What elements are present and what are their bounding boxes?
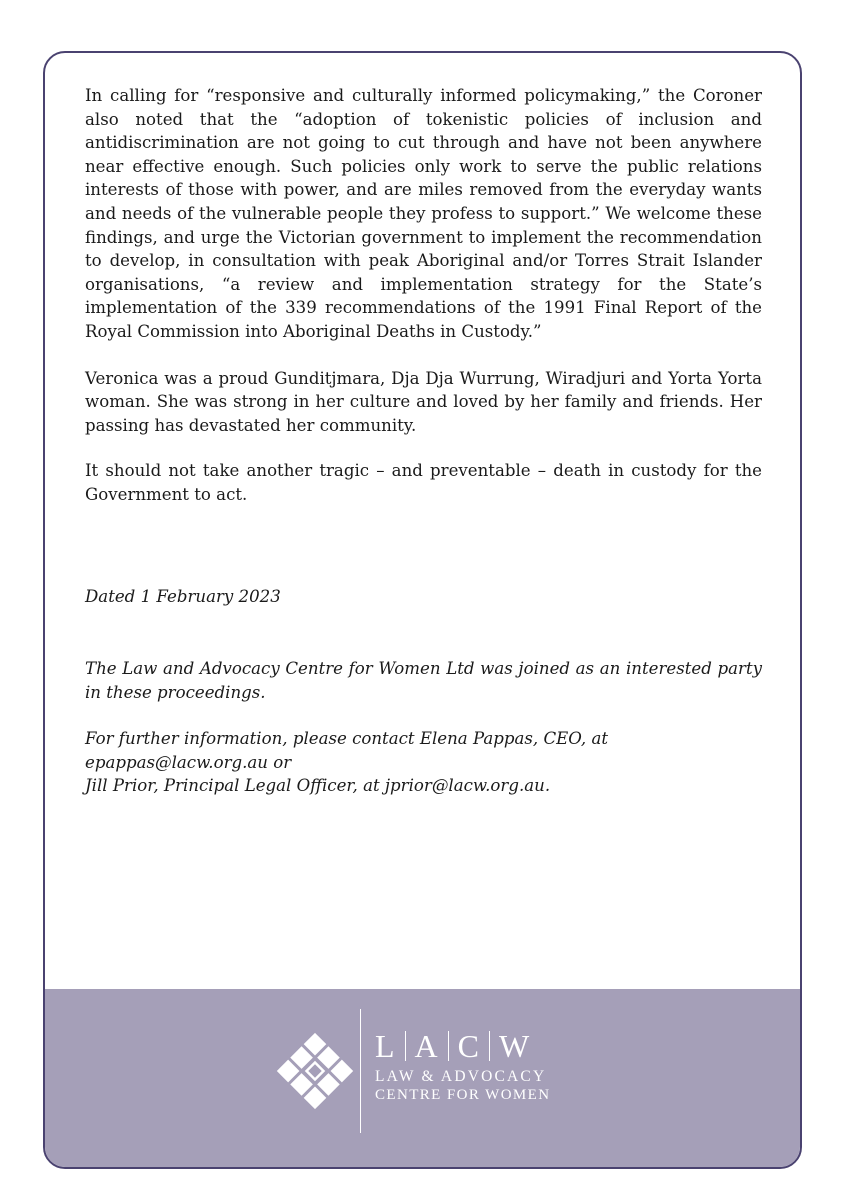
logo-divider	[360, 1009, 361, 1133]
logo-letter-separator	[489, 1031, 490, 1061]
contact-line-1: For further information, please contact Elena Pappas, CEO, at epappas@lacw.org.au or	[85, 729, 609, 772]
date-line: Dated 1 February 2023	[85, 587, 281, 606]
logo-letter-l: L	[375, 1028, 396, 1064]
footer-band	[45, 989, 800, 1167]
logo-line-centre-for-women: CENTRE FOR WOMEN	[375, 1087, 551, 1103]
logo-letter-separator	[405, 1031, 406, 1061]
logo-letter-c: C	[457, 1028, 480, 1064]
logo-letter-separator	[448, 1031, 449, 1061]
contact-info	[85, 727, 762, 798]
logo-acronym	[375, 1029, 550, 1063]
logo-line-law-advocacy: LAW & ADVOCACY	[375, 1068, 547, 1085]
lacw-wordmark	[375, 1029, 550, 1104]
logo-letter-w: W	[499, 1028, 531, 1064]
paragraph-coroner-findings: In calling for “responsive and culturally informed policymaking,” the Coroner also noted that the “adoption of tokenistic policies of inclusion and antidiscrimination are not going to cut through and have not been anywhere near effective enough. Such policies only work to serve the public relations interests of those with power, and are miles removed from the everyday wants and needs of the vulnerable people they profess to support.” We welcome these findings, and urge the Victorian government to implement the recommendation to develop, in consultation with peak Aboriginal and/or Torres Strait Islander organisations, “a review and implementation strategy for the State’s implementation of the 339 recommendations of the 1991 Final Report of the Royal Commission into Aboriginal Deaths in Custody.”	[85, 86, 762, 341]
paragraph-call-to-act: It should not take another tragic – and preventable – death in custody for the Government to act.	[85, 461, 762, 504]
paragraph-veronica: Veronica was a proud Gunditjmara, Dja Dja Wurrung, Wiradjuri and Yorta Yorta woman. She was strong in her culture and loved by her family and friends. Her passing has devastated her community.	[85, 368, 762, 435]
logo-letter-a: A	[414, 1028, 439, 1064]
page-frame	[43, 51, 802, 1169]
interested-party-note: The Law and Advocacy Centre for Women Ltd was joined as an interested party in these proceedings.	[85, 659, 762, 702]
lacw-diamond-logo-icon	[274, 1030, 356, 1112]
document-body	[85, 84, 762, 796]
contact-line-2: Jill Prior, Principal Legal Officer, at jprior@lacw.org.au.	[85, 776, 551, 796]
